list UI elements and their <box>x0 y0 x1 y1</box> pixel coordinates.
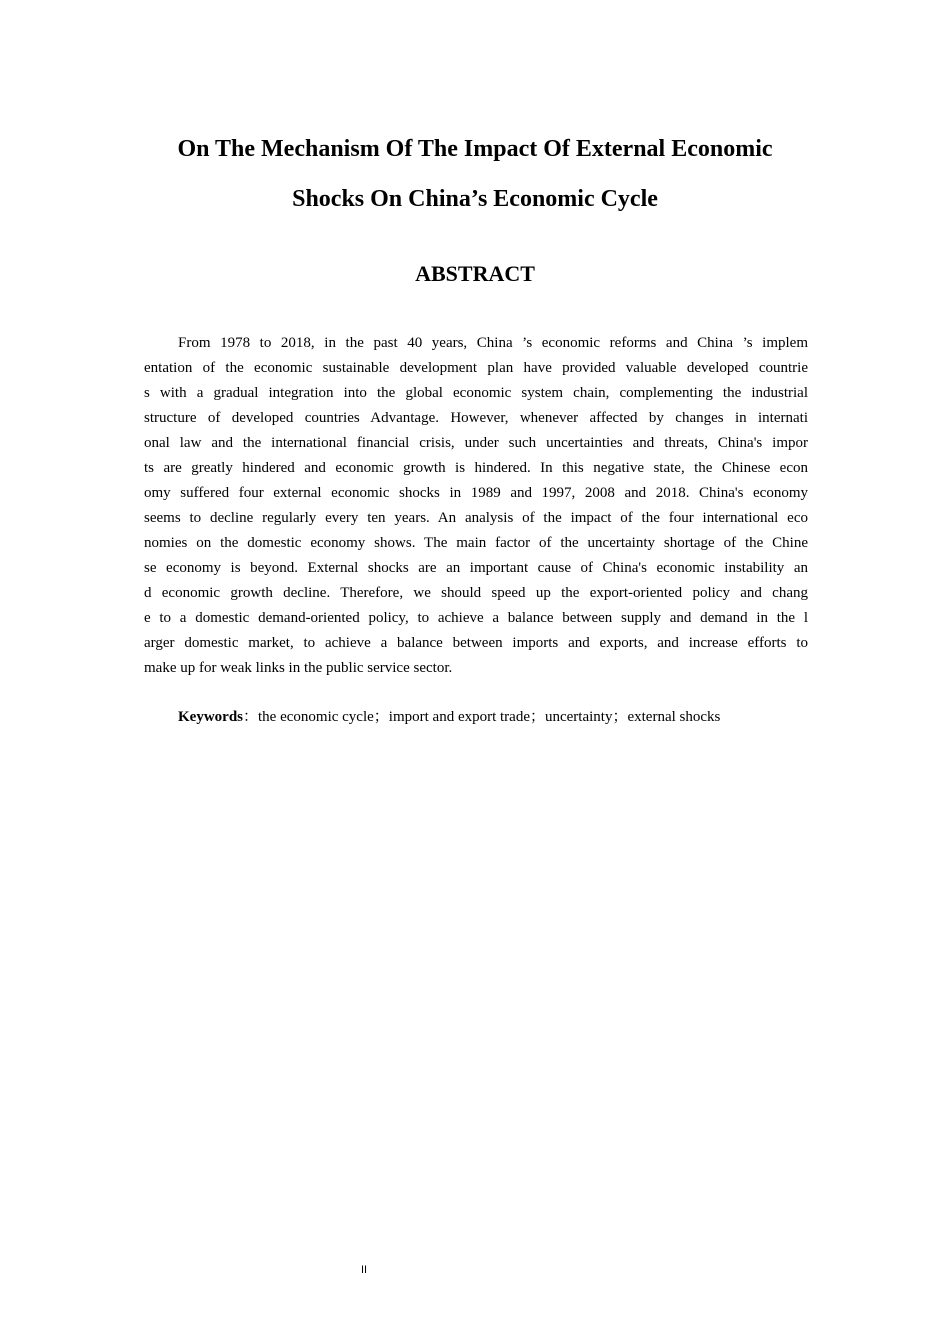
abstract-line: make up for weak links in the public service sector. <box>144 660 453 676</box>
abstract-line: ts are greatly hindered and economic growth is hindered. In this negative state, the Chinese econ <box>144 460 808 476</box>
title-line-2: Shocks On China’s Economic Cycle <box>292 186 658 212</box>
keywords-separator: ： <box>243 709 259 725</box>
title-line-1: On The Mechanism Of The Impact Of External Economic <box>177 136 773 162</box>
abstract-line: omy suffered four external economic shocks in 1989 and 1997, 2008 and 2018. China's economy <box>144 485 808 501</box>
abstract-line: structure of developed countries Advantage. However, whenever affected by changes in internati <box>144 410 808 426</box>
abstract-line: arger domestic market, to achieve a balance between imports and exports, and increase efforts to <box>144 635 808 651</box>
abstract-body <box>144 331 808 681</box>
abstract-line: s with a gradual integration into the global economic system chain, complementing the industrial <box>144 385 808 401</box>
keywords-text: the economic cycle；import and export trade；uncertainty；external shocks <box>258 709 721 725</box>
keywords-line <box>178 705 720 730</box>
abstract-line: seems to decline regularly every ten years. An analysis of the impact of the four international eco <box>144 510 808 526</box>
page-number: II <box>360 1264 368 1276</box>
keywords-label: Keywords <box>178 709 243 725</box>
abstract-heading: ABSTRACT <box>415 261 535 286</box>
abstract-line: onal law and the international financial crisis, under such uncertainties and threats, China's impor <box>144 435 808 451</box>
abstract-line: d economic growth decline. Therefore, we should speed up the export-oriented policy and chang <box>144 585 808 601</box>
abstract-line: nomies on the domestic economy shows. The main factor of the uncertainty shortage of the Chine <box>144 535 808 551</box>
abstract-line: entation of the economic sustainable development plan have provided valuable developed countrie <box>144 360 808 376</box>
abstract-line: From 1978 to 2018, in the past 40 years, China ’s economic reforms and China ’s implem <box>178 335 808 351</box>
abstract-line: se economy is beyond. External shocks are an important cause of China's economic instability an <box>144 560 808 576</box>
abstract-line: e to a domestic demand-oriented policy, to achieve a balance between supply and demand in the l <box>144 610 808 626</box>
